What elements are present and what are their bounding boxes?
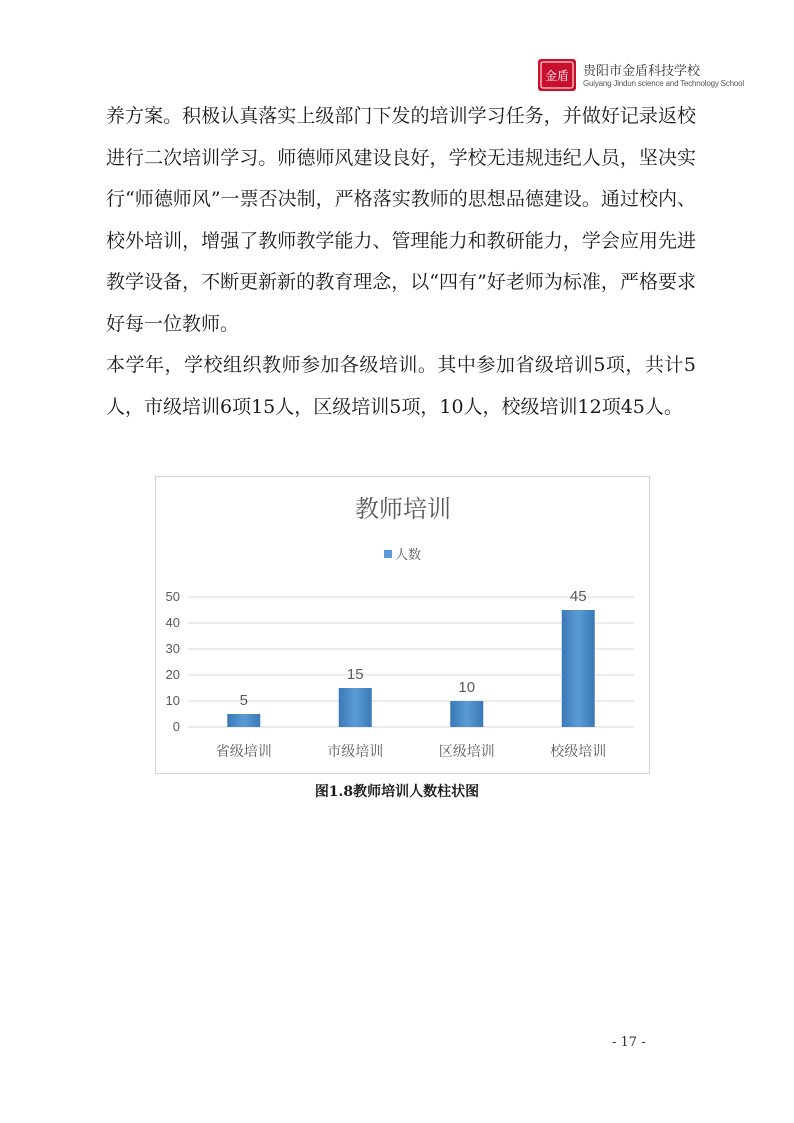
y-tick-label: 10 xyxy=(165,693,180,708)
x-tick-label: 校级培训 xyxy=(550,743,607,759)
y-tick-label: 20 xyxy=(165,667,180,682)
page-number: - 17 - xyxy=(612,1035,646,1050)
data-label: 15 xyxy=(346,666,364,683)
bar-chart-svg xyxy=(156,477,651,775)
bar xyxy=(339,688,372,727)
school-name-en: Guiyang Jindun science and Technology School xyxy=(583,79,744,88)
logo-text: 金盾 xyxy=(544,69,570,83)
x-tick-label: 区级培训 xyxy=(438,743,495,759)
chart-title: 教师培训 xyxy=(355,496,451,523)
bar xyxy=(450,701,483,727)
bar xyxy=(227,714,260,727)
teacher-training-chart xyxy=(155,476,650,774)
school-name-cn: 贵阳市金盾科技学校 xyxy=(583,64,701,79)
school-logo xyxy=(537,58,577,92)
legend-label: 人数 xyxy=(395,547,422,562)
data-label: 45 xyxy=(569,588,587,605)
bar xyxy=(562,610,595,727)
figure-caption: 图1.8教师培训人数柱状图 xyxy=(314,784,480,800)
data-label: 10 xyxy=(458,679,476,696)
body-paragraph-2: 本学年，学校组织教师参加各级培训。其中参加省级培训5项，共计5人，市级培训6项15人，区级培训5项，10人，校级培训12项45人。 xyxy=(106,354,696,418)
y-tick-label: 0 xyxy=(172,719,180,734)
data-label: 5 xyxy=(239,692,248,709)
body-paragraph-1: 养方案。积极认真落实上级部门下发的培训学习任务，并做好记录返校进行二次培训学习。师德师风建设良好，学校无违规违纪人员，坚决实行“师德师风”一票否决制，严格落实教师的思想品德建设。通过校内、校外培训，增强了教师教学能力、管理能力和教研能力，学会应用先进教学设备，不断更新新的教育理念，以“四有”好老师为标准，严格要求好每一位教师。 xyxy=(106,105,696,335)
x-tick-label: 市级培训 xyxy=(327,743,384,759)
x-tick-label: 省级培训 xyxy=(215,743,272,759)
y-tick-label: 40 xyxy=(165,615,180,630)
legend-swatch xyxy=(384,550,392,558)
y-tick-label: 30 xyxy=(165,641,180,656)
y-tick-label: 50 xyxy=(165,589,180,604)
